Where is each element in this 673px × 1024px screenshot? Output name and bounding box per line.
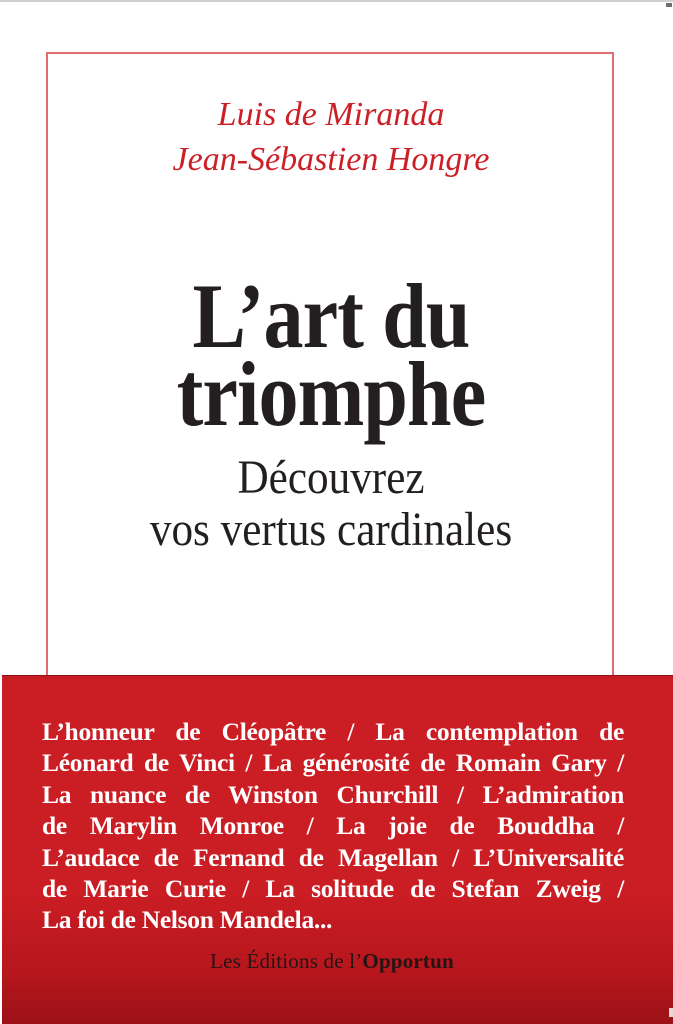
banner-line-3: La nuance de Winston Churchill / L’admiration <box>42 779 624 809</box>
publisher-name: Opportun <box>362 949 454 973</box>
author-line-2: Jean-Sébastien Hongre <box>172 141 490 178</box>
bottom-right-artifact <box>669 1008 673 1017</box>
top-right-artifact <box>666 3 672 7</box>
subtitle-line-2: vos vertus cardinales <box>149 503 513 556</box>
banner-line-7: La foi de Nelson Mandela... <box>42 905 333 935</box>
banner-line-4: de Marylin Monroe / La joie de Bouddha / <box>42 811 624 841</box>
window-top-hairline <box>0 0 673 2</box>
banner-line-1: L’honneur de Cléopâtre / La contemplation de <box>42 717 624 746</box>
publisher-imprint <box>2 949 662 973</box>
banner-line-2: Léonard de Vinci / La générosité de Romain Gary / <box>42 748 624 778</box>
title-line-1: L’art du <box>192 265 470 367</box>
book-subtitle <box>33 452 629 556</box>
book-title <box>43 265 619 445</box>
author-line-1: Luis de Miranda <box>217 96 445 133</box>
virtues-banner <box>2 676 673 936</box>
banner-line-5: L’audace de Fernand de Magellan / L’Universalité <box>42 842 624 872</box>
author-names <box>0 92 662 182</box>
title-line-2: triomphe <box>176 343 486 445</box>
publisher-prefix: Les Éditions de l’ <box>210 949 363 973</box>
banner-line-6: de Marie Curie / La solitude de Stefan Zweig / <box>42 874 624 904</box>
red-band <box>2 675 673 1024</box>
subtitle-line-1: Découvrez <box>237 451 425 504</box>
